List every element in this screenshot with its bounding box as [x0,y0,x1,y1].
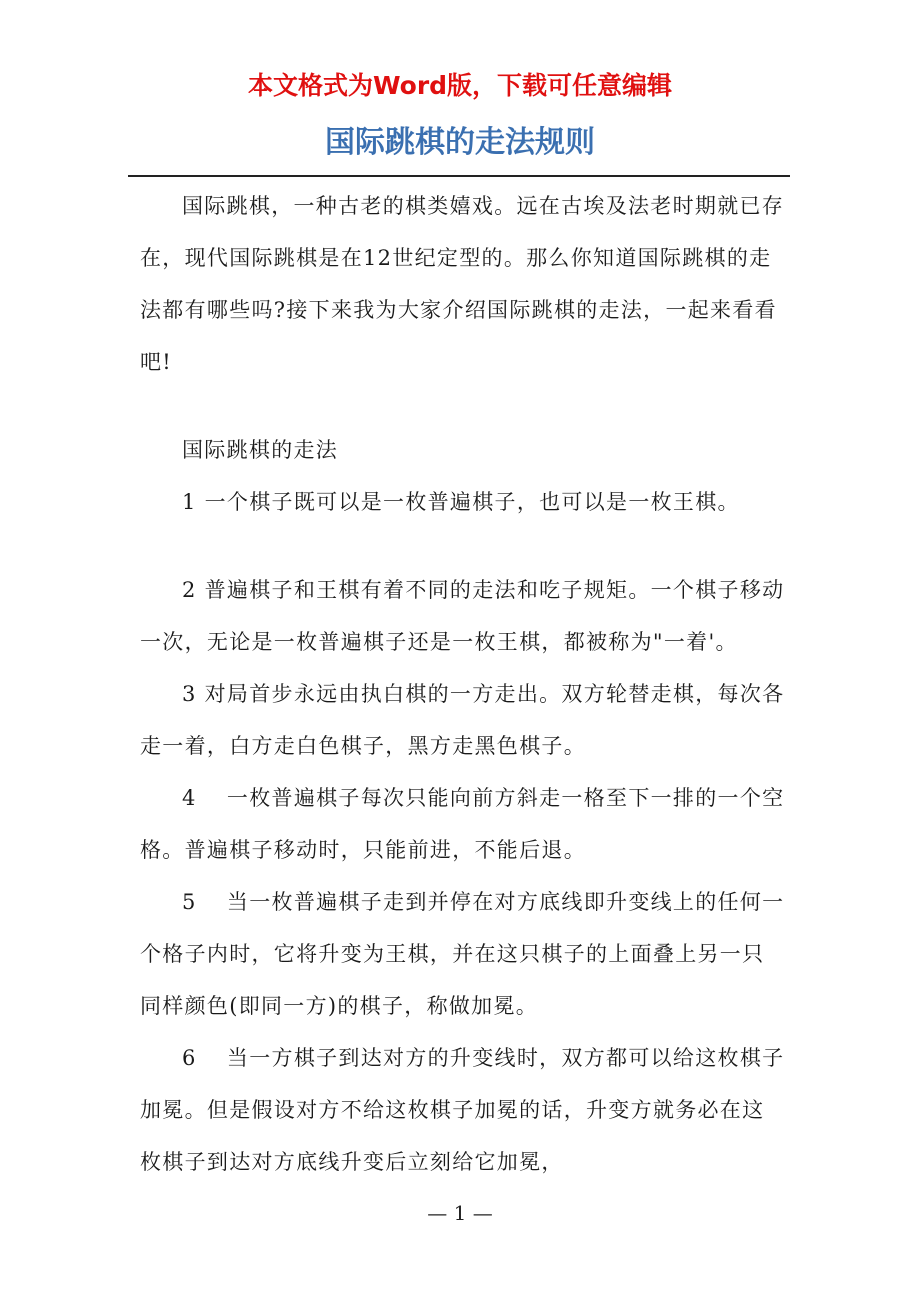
download-banner: 本文格式为Word版，下载可任意编辑 [247,71,673,100]
rule-paragraph-2: 2 普遍棋子和王棋有着不同的走法和吃子规矩。一个棋子移动一次，无论是一枚普遍棋子还是一枚王棋，都被称为"一着'。 [140,578,785,654]
section-heading: 国际跳棋的走法 [182,438,339,462]
document-title: 国际跳棋的走法规则 [325,125,595,160]
document-body [140,180,785,1188]
rule-paragraph-3: 3 对局首步永远由执白棋的一方走出。双方轮替走棋，每次各走一着，白方走白色棋子，黑方走黑色棋子。 [140,682,785,758]
intro-paragraph: 国际跳棋，一种古老的棋类嬉戏。远在古埃及法老时期就已存在，现代国际跳棋是在12世纪定型的。那么你知道国际跳棋的走法都有哪些吗?接下来我为大家介绍国际跳棋的走法，一起来看看吧! [140,194,785,374]
page-number: — 1 — [427,1201,493,1225]
rule-paragraph-6: 6 当一方棋子到达对方的升变线时，双方都可以给这枚棋子加冕。但是假设对方不给这枚棋子加冕的话，升变方就务必在这枚棋子到达对方底线升变后立刻给它加冕， [140,1046,785,1174]
rule-paragraph-1: 1 一个棋子既可以是一枚普遍棋子，也可以是一枚王棋。 [182,490,740,514]
rule-paragraph-5: 5 当一枚普遍棋子走到并停在对方底线即升变线上的任何一个格子内时，它将升变为王棋，并在这只棋子的上面叠上另一只同样颜色(即同一方)的棋子，称做加冕。 [140,890,785,1018]
title-divider [128,175,790,177]
paragraph-spacer [140,388,785,424]
rule-paragraph-4: 4 一枚普遍棋子每次只能向前方斜走一格至下一排的一个空格。普遍棋子移动时，只能前进，不能后退。 [140,786,785,862]
paragraph-spacer [140,528,785,564]
